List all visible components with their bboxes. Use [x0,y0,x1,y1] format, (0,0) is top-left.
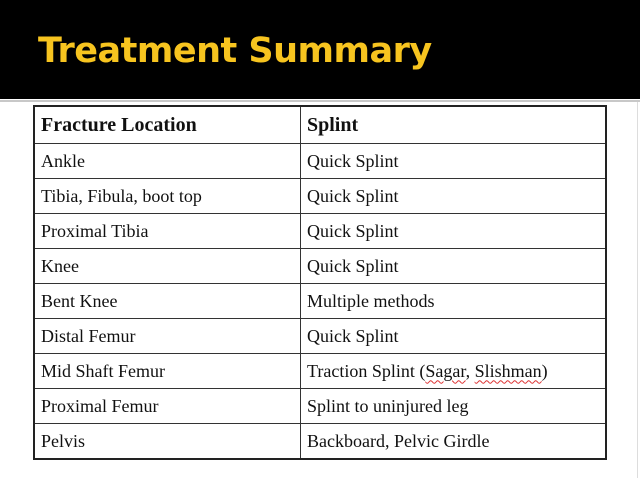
spellcheck-flagged-word: Sagar [425,360,466,381]
slide-title-bar [0,0,640,99]
treatment-table [33,105,607,460]
splint-cell: Splint to uninjured leg [301,389,607,424]
fracture-location-cell: Mid Shaft Femur [34,354,301,389]
table-row [34,284,606,319]
fracture-location-cell: Ankle [34,144,301,179]
table-row [34,424,606,460]
table-row [34,354,606,389]
fracture-location-cell: Bent Knee [34,284,301,319]
spellcheck-flagged-word: Slishman [474,360,542,381]
fracture-location-cell: Proximal Tibia [34,214,301,249]
fracture-location-cell: Tibia, Fibula, boot top [34,179,301,214]
table-row [34,179,606,214]
fracture-location-cell: Proximal Femur [34,389,301,424]
column-header-fracture-location: Fracture Location [34,106,301,144]
splint-cell: Quick Splint [301,214,607,249]
divider [0,100,640,102]
table-row [34,214,606,249]
splint-cell: Multiple methods [301,284,607,319]
table-row [34,319,606,354]
splint-cell: Quick Splint [301,249,607,284]
fracture-location-cell: Knee [34,249,301,284]
splint-cell: Quick Splint [301,319,607,354]
fracture-location-cell: Pelvis [34,424,301,460]
splint-cell: Traction Splint (Sagar, Slishman) [301,354,607,389]
slide-edge [637,102,638,478]
splint-cell: Quick Splint [301,144,607,179]
table-body [34,144,606,460]
slide-title: Treatment Summary [38,31,432,71]
fracture-location-cell: Distal Femur [34,319,301,354]
table-row [34,144,606,179]
table-row [34,249,606,284]
splint-cell: Quick Splint [301,179,607,214]
table-row [34,389,606,424]
column-header-splint: Splint [301,106,607,144]
splint-cell: Backboard, Pelvic Girdle [301,424,607,460]
table-header-row [34,106,606,144]
